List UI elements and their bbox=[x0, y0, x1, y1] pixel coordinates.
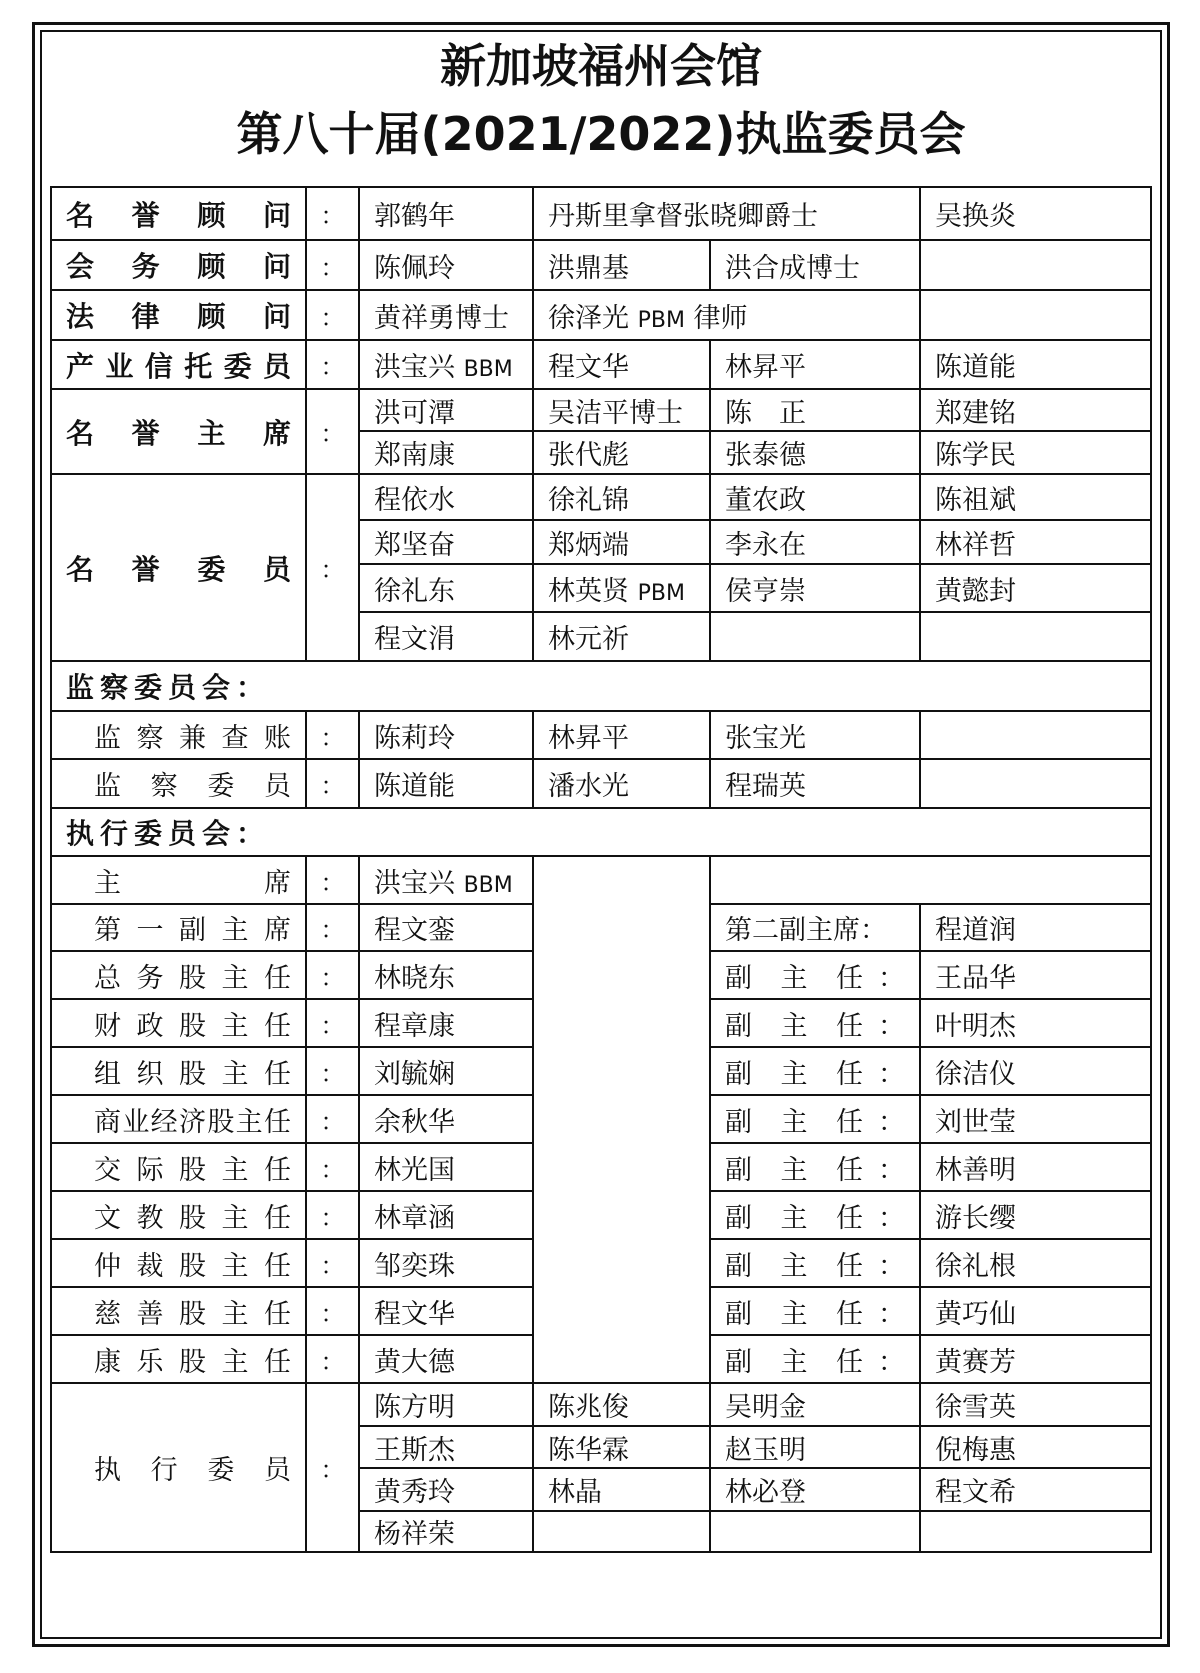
name-cell: 陈佩玲 bbox=[359, 240, 533, 290]
honorific: PBM bbox=[637, 580, 685, 606]
name-cell: 林光国 bbox=[359, 1143, 533, 1191]
name-cell: 陈学民 bbox=[920, 431, 1151, 474]
name-cell: 张泰德 bbox=[710, 431, 920, 474]
name-cell: 潘水光 bbox=[533, 759, 710, 808]
name-cell: 林章涵 bbox=[359, 1191, 533, 1239]
name-cell: 黄秀玲 bbox=[359, 1468, 533, 1511]
section-title: 监察委员会： bbox=[51, 661, 1151, 711]
name-cell: 洪可潭 bbox=[359, 389, 533, 431]
name-cell: 吴明金 bbox=[710, 1383, 920, 1426]
name-cell: 程文涓 bbox=[359, 612, 533, 661]
name-cell: 张宝光 bbox=[710, 711, 920, 759]
name-cell: 林昇平 bbox=[533, 711, 710, 759]
name-cell: 林晶 bbox=[533, 1468, 710, 1511]
name-cell: 洪合成博士 bbox=[710, 240, 920, 290]
row-label: 名 誉 委 员 bbox=[51, 474, 306, 661]
honorary-advisor-row bbox=[51, 187, 1151, 240]
row-label: 产业信托委员 bbox=[51, 340, 306, 389]
name: 徐泽光 bbox=[548, 302, 629, 334]
chairman-row bbox=[51, 856, 1151, 904]
name-cell: 刘世莹 bbox=[920, 1095, 1151, 1143]
deputy-title: 副 主 任 bbox=[725, 1058, 863, 1090]
name-cell: 刘毓娴 bbox=[359, 1047, 533, 1095]
colon: ： bbox=[306, 187, 359, 240]
name-cell: 程文銮 bbox=[359, 904, 533, 951]
name-cell: 黄祥勇博士 bbox=[359, 290, 533, 340]
deputy-label bbox=[710, 1239, 920, 1287]
row-label: 主 席 bbox=[51, 856, 306, 904]
deputy-label bbox=[710, 999, 920, 1047]
supervisory-members-row bbox=[51, 759, 1151, 808]
deputy-label bbox=[710, 1047, 920, 1095]
name-cell: 程文华 bbox=[533, 340, 710, 389]
row-label: 财 政 股 主 任 bbox=[51, 999, 306, 1047]
affairs-advisor-row bbox=[51, 240, 1151, 290]
honorific: BBM bbox=[463, 872, 513, 898]
name-cell: 陈莉玲 bbox=[359, 711, 533, 759]
trustees-row bbox=[51, 340, 1151, 389]
colon: ： bbox=[306, 1383, 359, 1552]
deputy-title: 副 主 任 bbox=[725, 1298, 863, 1330]
colon: ： bbox=[306, 1335, 359, 1383]
empty-cell bbox=[710, 612, 920, 661]
empty-cell bbox=[920, 290, 1151, 340]
colon: ： bbox=[306, 1191, 359, 1239]
honorary-chairmen-row bbox=[51, 389, 1151, 431]
row-label: 名 誉 主 席 bbox=[51, 389, 306, 474]
name-cell: 郑建铭 bbox=[920, 389, 1151, 431]
colon: ： bbox=[306, 1287, 359, 1335]
name-cell: 陈方明 bbox=[359, 1383, 533, 1426]
deputy-label bbox=[710, 951, 920, 999]
name-cell bbox=[359, 340, 533, 389]
name-cell: 陈道能 bbox=[920, 340, 1151, 389]
row-label: 仲 裁 股 主 任 bbox=[51, 1239, 306, 1287]
colon: ： bbox=[306, 240, 359, 290]
name-cell: 黄大德 bbox=[359, 1335, 533, 1383]
colon: ： bbox=[878, 1058, 905, 1090]
honorary-members-row bbox=[51, 474, 1151, 520]
name-cell: 郭鹤年 bbox=[359, 187, 533, 240]
row-label: 监 察 委 员 bbox=[51, 759, 306, 808]
empty-cell bbox=[920, 240, 1151, 290]
name-cell: 邹奕珠 bbox=[359, 1239, 533, 1287]
colon: ： bbox=[878, 1106, 905, 1138]
name-cell: 程文华 bbox=[359, 1287, 533, 1335]
deputy-title: 副 主 任 bbox=[725, 1010, 863, 1042]
colon: ： bbox=[878, 1346, 905, 1378]
deputy-title: 副 主 任 bbox=[725, 1250, 863, 1282]
name-cell: 林祥哲 bbox=[920, 520, 1151, 564]
name-cell: 王斯杰 bbox=[359, 1426, 533, 1468]
deputy-label bbox=[710, 1143, 920, 1191]
colon: ： bbox=[306, 1095, 359, 1143]
name-cell: 黄巧仙 bbox=[920, 1287, 1151, 1335]
name-cell: 徐礼根 bbox=[920, 1239, 1151, 1287]
row-label: 组 织 股 主 任 bbox=[51, 1047, 306, 1095]
name-cell: 余秋华 bbox=[359, 1095, 533, 1143]
row-label: 法 律 顾 问 bbox=[51, 290, 306, 340]
name-cell: 赵玉明 bbox=[710, 1426, 920, 1468]
row-label: 名 誉 顾 问 bbox=[51, 187, 306, 240]
deputy-title: 副 主 任 bbox=[725, 1346, 863, 1378]
name-cell: 倪梅惠 bbox=[920, 1426, 1151, 1468]
row-label: 商业经济股主任 bbox=[51, 1095, 306, 1143]
name-cell: 吴换炎 bbox=[920, 187, 1151, 240]
name-cell: 陈 正 bbox=[710, 389, 920, 431]
row-label: 文 教 股 主 任 bbox=[51, 1191, 306, 1239]
auditor-row bbox=[51, 711, 1151, 759]
name-cell: 林善明 bbox=[920, 1143, 1151, 1191]
name-cell: 侯亨崇 bbox=[710, 564, 920, 612]
name-cell: 程章康 bbox=[359, 999, 533, 1047]
name-cell: 徐礼东 bbox=[359, 564, 533, 612]
name-cell: 黄赛芳 bbox=[920, 1335, 1151, 1383]
honorific: BBM bbox=[463, 357, 513, 382]
name-cell: 董农政 bbox=[710, 474, 920, 520]
colon: ： bbox=[306, 904, 359, 951]
colon: ： bbox=[306, 1239, 359, 1287]
name-cell: 程瑞英 bbox=[710, 759, 920, 808]
section-header-row bbox=[51, 808, 1151, 856]
name-cell: 游长缨 bbox=[920, 1191, 1151, 1239]
name-cell: 郑坚奋 bbox=[359, 520, 533, 564]
name-cell: 杨祥荣 bbox=[359, 1511, 533, 1552]
name: 林英贤 bbox=[548, 575, 629, 607]
empty-cell bbox=[920, 759, 1151, 808]
name-cell: 陈华霖 bbox=[533, 1426, 710, 1468]
deputy-label bbox=[710, 1095, 920, 1143]
empty-cell bbox=[920, 711, 1151, 759]
colon: ： bbox=[306, 389, 359, 474]
name-cell: 洪鼎基 bbox=[533, 240, 710, 290]
name-cell: 王品华 bbox=[920, 951, 1151, 999]
name-cell: 程道润 bbox=[920, 904, 1151, 951]
name-cell: 林必登 bbox=[710, 1468, 920, 1511]
title: 律师 bbox=[693, 302, 748, 334]
row-label: 慈 善 股 主 任 bbox=[51, 1287, 306, 1335]
section-header-row bbox=[51, 661, 1151, 711]
deputy-label bbox=[710, 1191, 920, 1239]
name-cell bbox=[359, 856, 533, 904]
row-label: 康 乐 股 主 任 bbox=[51, 1335, 306, 1383]
blank-column bbox=[533, 856, 710, 1383]
colon: ： bbox=[306, 999, 359, 1047]
honorific: PBM bbox=[637, 307, 685, 333]
legal-advisor-row bbox=[51, 290, 1151, 340]
name-cell bbox=[533, 290, 920, 340]
row-label: 执 行 委 员 bbox=[51, 1383, 306, 1552]
row-label: 第 一 副 主 席 bbox=[51, 904, 306, 951]
row-label: 会 务 顾 问 bbox=[51, 240, 306, 290]
deputy-title: 副 主 任 bbox=[725, 1202, 863, 1234]
name-cell: 郑南康 bbox=[359, 431, 533, 474]
name: 洪宝兴 bbox=[374, 352, 455, 383]
colon: ： bbox=[878, 962, 905, 994]
name-cell: 陈道能 bbox=[359, 759, 533, 808]
empty-cell bbox=[920, 612, 1151, 661]
deputy-label bbox=[710, 1335, 920, 1383]
roster-table bbox=[50, 186, 1152, 1553]
name-cell: 徐雪英 bbox=[920, 1383, 1151, 1426]
empty-cell bbox=[710, 1511, 920, 1552]
name-cell: 林昇平 bbox=[710, 340, 920, 389]
name-cell: 林元祈 bbox=[533, 612, 710, 661]
name-cell: 陈兆俊 bbox=[533, 1383, 710, 1426]
deputy-title: 副 主 任 bbox=[725, 1154, 863, 1186]
committee-title: 第八十届(2021/2022)执监委员会 bbox=[236, 107, 966, 161]
second-vice-label: 第二副主席： bbox=[710, 904, 920, 951]
empty-cell bbox=[710, 856, 1151, 904]
colon: ： bbox=[306, 340, 359, 389]
colon: ： bbox=[306, 759, 359, 808]
colon: ： bbox=[306, 1143, 359, 1191]
colon: ： bbox=[878, 1154, 905, 1186]
name-cell: 李永在 bbox=[710, 520, 920, 564]
name-cell: 林晓东 bbox=[359, 951, 533, 999]
exec-members-row bbox=[51, 1383, 1151, 1426]
colon: ： bbox=[306, 290, 359, 340]
name: 洪宝兴 bbox=[374, 867, 455, 899]
name-cell: 吴洁平博士 bbox=[533, 389, 710, 431]
deputy-title: 副 主 任 bbox=[725, 1106, 863, 1138]
name-cell: 徐礼锦 bbox=[533, 474, 710, 520]
colon: ： bbox=[878, 1202, 905, 1234]
name-cell: 郑炳端 bbox=[533, 520, 710, 564]
colon: ： bbox=[878, 1298, 905, 1330]
colon: ： bbox=[306, 856, 359, 904]
deputy-label bbox=[710, 1287, 920, 1335]
name-cell: 丹斯里拿督张晓卿爵士 bbox=[533, 187, 920, 240]
colon: ： bbox=[878, 1010, 905, 1042]
colon: ： bbox=[878, 1250, 905, 1282]
colon: ： bbox=[306, 1047, 359, 1095]
org-title: 新加坡福州会馆 bbox=[440, 39, 762, 93]
colon: ： bbox=[306, 951, 359, 999]
name-cell: 张代彪 bbox=[533, 431, 710, 474]
name-cell: 程依水 bbox=[359, 474, 533, 520]
empty-cell bbox=[920, 1511, 1151, 1552]
row-label: 交 际 股 主 任 bbox=[51, 1143, 306, 1191]
row-label: 监 察 兼 查 账 bbox=[51, 711, 306, 759]
name-cell bbox=[533, 564, 710, 612]
name-cell: 叶明杰 bbox=[920, 999, 1151, 1047]
deputy-title: 副 主 任 bbox=[725, 962, 863, 994]
name-cell: 徐洁仪 bbox=[920, 1047, 1151, 1095]
name-cell: 程文希 bbox=[920, 1468, 1151, 1511]
empty-cell bbox=[533, 1511, 710, 1552]
row-label: 总 务 股 主 任 bbox=[51, 951, 306, 999]
section-title: 执行委员会： bbox=[51, 808, 1151, 856]
name-cell: 黄懿封 bbox=[920, 564, 1151, 612]
colon: ： bbox=[306, 474, 359, 661]
colon: ： bbox=[306, 711, 359, 759]
name-cell: 陈祖斌 bbox=[920, 474, 1151, 520]
